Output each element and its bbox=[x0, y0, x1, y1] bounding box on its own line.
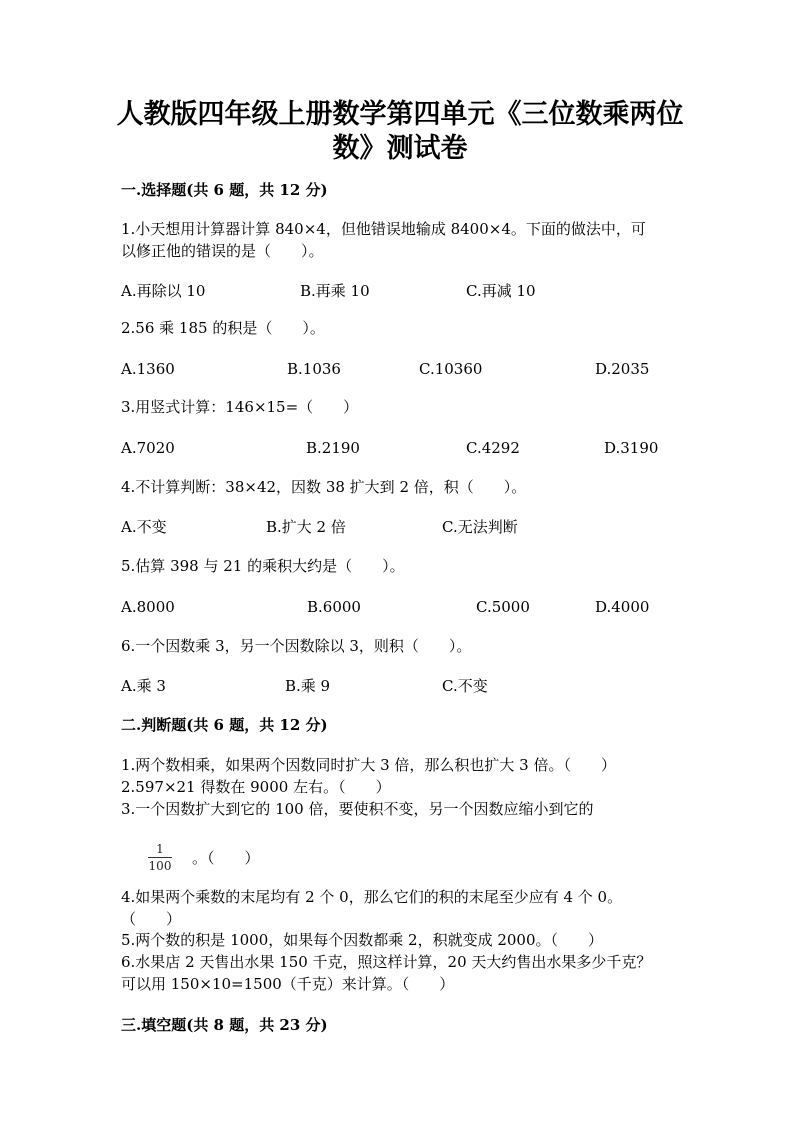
choice-q5: 5.估算 398 与 21 的乘积大约是（ ）。 bbox=[121, 557, 405, 575]
choice-q4-option-a: A.不变 bbox=[121, 518, 167, 536]
fraction-bar bbox=[148, 857, 172, 858]
choice-q3-option-a: A.7020 bbox=[121, 439, 175, 457]
choice-q6-option-c: C.不变 bbox=[442, 677, 488, 695]
choice-q1-line1: 1.小天想用计算器计算 840×4，但他错误地输成 8400×4。下面的做法中，可 bbox=[121, 220, 646, 238]
judge-q2: 2.597×21 得数在 9000 左右。（ ） bbox=[121, 778, 391, 796]
judge-q5: 5.两个数的积是 1000，如果每个因数都乘 2，积就变成 2000。（ ） bbox=[121, 931, 604, 949]
choice-q5-option-c: C.5000 bbox=[476, 598, 530, 616]
judge-q4-line2: （ ） bbox=[121, 910, 182, 928]
choice-q3-option-b: B.2190 bbox=[306, 439, 360, 457]
judge-q3-tail: 。（ ） bbox=[192, 849, 260, 867]
judge-q3: 3.一个因数扩大到它的 100 倍，要使积不变，另一个因数应缩小到它的 bbox=[121, 800, 594, 818]
section-heading-fill: 三.填空题(共 8 题，共 23 分) bbox=[121, 1016, 328, 1034]
judge-q6-line2: 可以用 150×10=1500（千克）来计算。（ ） bbox=[121, 975, 455, 993]
choice-q5-option-b: B.6000 bbox=[307, 598, 361, 616]
fraction-one-hundredth bbox=[148, 842, 172, 873]
choice-q1-line2: 以修正他的错误的是（ ）。 bbox=[121, 242, 324, 260]
page-title-line2: 数》测试卷 bbox=[332, 133, 468, 164]
choice-q3-option-c: C.4292 bbox=[466, 439, 520, 457]
section-heading-choice: 一.选择题(共 6 题，共 12 分) bbox=[121, 181, 328, 199]
fraction-numerator: 1 bbox=[156, 842, 164, 856]
page-title-line1: 人教版四年级上册数学第四单元《三位数乘两位 bbox=[116, 99, 684, 130]
choice-q1-option-c: C.再减 10 bbox=[466, 282, 536, 300]
choice-q1-option-b: B.再乘 10 bbox=[300, 282, 370, 300]
choice-q2-option-c: C.10360 bbox=[419, 360, 483, 378]
fraction-denominator: 100 bbox=[148, 859, 172, 873]
choice-q2-option-a: A.1360 bbox=[121, 360, 175, 378]
choice-q2-option-d: D.2035 bbox=[595, 360, 650, 378]
choice-q5-option-a: A.8000 bbox=[121, 598, 175, 616]
choice-q1-option-a: A.再除以 10 bbox=[121, 282, 206, 300]
choice-q6-option-b: B.乘 9 bbox=[285, 677, 331, 695]
choice-q2: 2.56 乘 185 的积是（ ）。 bbox=[121, 319, 325, 337]
choice-q4: 4.不计算判断：38×42，因数 38 扩大到 2 倍，积（ ）。 bbox=[121, 478, 527, 496]
choice-q3-option-d: D.3190 bbox=[604, 439, 659, 457]
judge-q1: 1.两个数相乘，如果两个因数同时扩大 3 倍，那么积也扩大 3 倍。（ ） bbox=[121, 756, 616, 774]
section-heading-judge: 二.判断题(共 6 题，共 12 分) bbox=[121, 716, 328, 734]
choice-q2-option-b: B.1036 bbox=[287, 360, 341, 378]
choice-q4-option-c: C.无法判断 bbox=[442, 518, 518, 536]
choice-q5-option-d: D.4000 bbox=[595, 598, 650, 616]
choice-q6: 6.一个因数乘 3，另一个因数除以 3，则积（ ）。 bbox=[121, 637, 472, 655]
judge-q4-line1: 4.如果两个乘数的末尾均有 2 个 0，那么它们的积的末尾至少应有 4 个 0。 bbox=[121, 888, 623, 906]
judge-q6-line1: 6.水果店 2 天售出水果 150 千克，照这样计算，20 天大约售出水果多少千克？ bbox=[121, 953, 652, 971]
choice-q4-option-b: B.扩大 2 倍 bbox=[266, 518, 346, 536]
choice-q6-option-a: A.乘 3 bbox=[121, 677, 166, 695]
choice-q3: 3.用竖式计算：146×15=（ ） bbox=[121, 398, 359, 416]
